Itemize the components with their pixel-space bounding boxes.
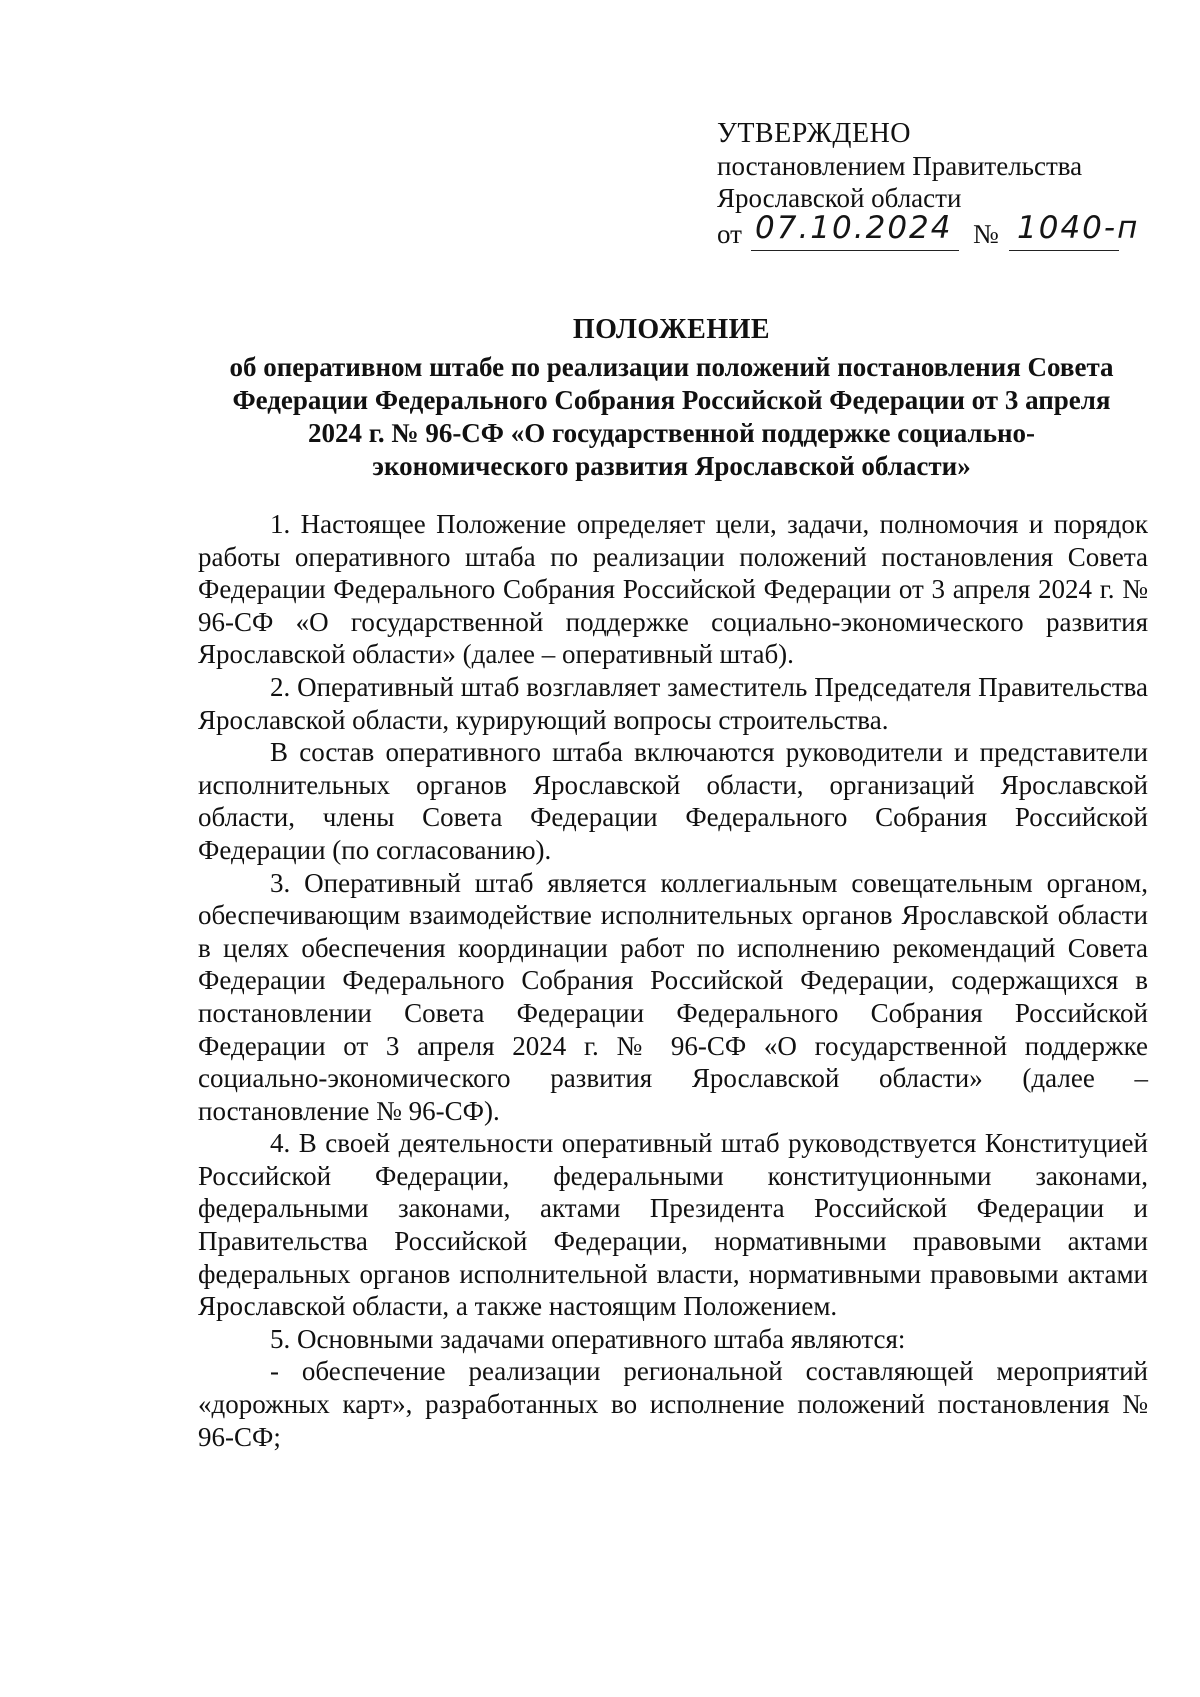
number-underline [1009,250,1119,251]
document-heading [190,313,1153,483]
document-body [198,508,1148,1453]
approval-title: УТВЕРЖДЕНО [717,118,912,149]
paragraph-3: 3. Оперативный штаб является коллегиальным совещательным органом, обеспечивающим взаимодействие исполнительных органов Ярославской области в целях обеспечения координации работ по исполнению рекомендаций Совета Федерации Федерального Собрания Российской Федерации, содержащихся в постановлении Совета Федерации Федерального Собрания Российской Федерации от 3 апреля 2024 г. № 96-СФ «О государственной поддержке социально-экономического развития Ярославской области» (далее – постановление № 96-СФ). [198,867,1148,1126]
approval-stamp [717,118,1140,254]
paragraph-4: 4. В своей деятельности оперативный штаб руководствуется Конституцией Российской Федерации, федеральными конституционными законами, федеральными законами, актами Президента Российской Федерации и Правительства Российской Федерации, нормативными правовыми актами федеральных органов исполнительной власти, нормативными правовыми актами Ярославской области, а также настоящим Положением. [198,1128,1148,1322]
heading-line-3: 2024 г. № 96-СФ «О государственной поддержке социально- [307,418,1036,448]
approval-date-line [717,210,1140,254]
approval-line-2: Ярославской области [717,183,962,213]
handwritten-number: 1040-п [1017,210,1140,246]
approval-line-1: постановлением Правительства [717,151,1083,181]
number-prefix: № [973,219,999,249]
handwritten-date: 07.10.2024 [755,210,953,246]
paragraph-5-item-1: - обеспечение реализации региональной составляющей мероприятий «дорожных карт», разработанных во исполнение положений постановления № 96-СФ; [198,1356,1148,1452]
paragraph-2: 2. Оперативный штаб возглавляет заместитель Председателя Правительства Ярославской области, курирующий вопросы строительства. [198,671,1148,735]
date-underline [751,250,959,251]
paragraph-1: 1. Настоящее Положение определяет цели, задачи, полномочия и порядок работы оперативного штаба по реализации положений постановления Совета Федерации Федерального Собрания Российской Федерации от 3 апреля 2024 г. № 96-СФ «О государственной поддержке социально-экономического развития Ярославской области» (далее – оперативный штаб). [198,509,1148,670]
heading-line-2: Федерации Федерального Собрания Российской Федерации от 3 апреля [232,385,1111,415]
date-prefix: от [717,219,742,249]
document-title: ПОЛОЖЕНИЕ [572,314,771,345]
heading-line-1: об оперативном штабе по реализации положений постановления Совета [229,352,1114,382]
heading-line-4: экономического развития Ярославской области» [372,451,971,481]
paragraph-5: 5. Основными задачами оперативного штаба являются: [270,1323,906,1354]
paragraph-2-composition: В состав оперативного штаба включаются руководители и представители исполнительных органов Ярославской области, организаций Ярославской области, члены Совета Федерации Федерального Собрания Российской Федерации (по согласованию). [198,737,1148,865]
